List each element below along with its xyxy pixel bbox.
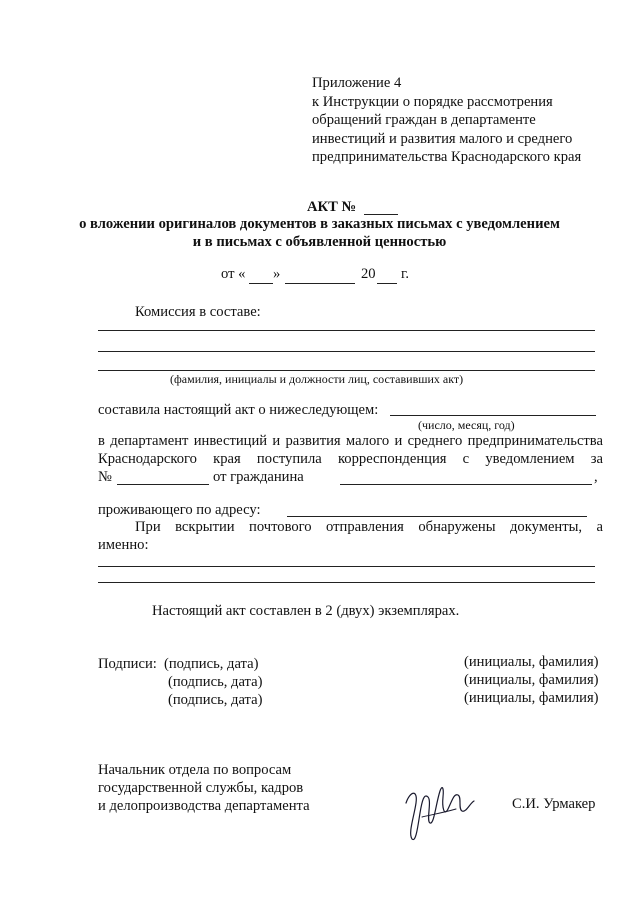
footer-position-3: и делопроизводства департамента [98,798,310,814]
signature-2: (подпись, дата) [168,674,263,690]
opening-line-2: именно: [98,537,149,553]
date-month-blank [285,283,355,284]
address-blank [287,516,587,517]
commission-line-2 [98,351,595,352]
residing-label: проживающего по адресу: [98,502,261,518]
date-year: 20 [361,266,376,282]
number-blank [117,484,209,485]
initials-3: (инициалы, фамилия) [464,690,599,706]
date-prefix: от « [221,266,246,282]
initials-1: (инициалы, фамилия) [464,654,599,670]
act-title: АКТ № [307,199,357,215]
signature-3: (подпись, дата) [168,692,263,708]
date-suffix: г. [401,266,409,282]
date-day-blank [249,283,273,284]
appendix-note [312,74,581,167]
compiled-text: составила настоящий акт о нижеследующем: [98,402,379,418]
citizen-blank [340,484,592,485]
signatures-label: Подписи: [98,656,157,672]
act-subtitle-1: о вложении оригиналов документов в заказных письмах с уведомлением [79,216,560,232]
date-year-blank [377,283,397,284]
footer-position-2: государственной службы, кадров [98,780,304,796]
from-citizen: от гражданина [213,469,304,485]
citizen-comma: , [594,469,598,485]
handwritten-signature [400,773,480,845]
date-mid: » [273,266,281,282]
commission-label: Комиссия в составе: [135,304,261,320]
act-subtitle-2: и в письмах с объявленной ценностью [192,234,447,250]
footer-name: С.И. Урмакер [512,796,596,812]
number-sign: № [98,469,112,485]
commission-line-3 [98,370,595,371]
compiled-date-blank [390,415,596,416]
appendix-line-4: инвестиций и развития малого и среднего [312,130,573,147]
commission-line-1 [98,330,595,331]
dept-line-2: Краснодарского края поступила корреспонденция с уведомлением за [98,451,603,467]
signature-1: (подпись, дата) [164,656,259,672]
appendix-line-5: предпринимательства Краснодарского края [312,149,582,165]
footer-position-1: Начальник отдела по вопросам [98,762,292,778]
dept-line-1: в департамент инвестиций и развития малого и среднего предпринимательства [98,433,603,449]
opening-line-1: При вскрытии почтового отправления обнаружены документы, а [135,519,603,535]
appendix-line-2: к Инструкции о порядке рассмотрения [312,93,553,110]
compiled-date-caption: (число, месяц, год) [418,418,515,432]
initials-2: (инициалы, фамилия) [464,672,599,688]
appendix-line-3: обращений граждан в департаменте [312,112,536,128]
appendix-line-1: Приложение 4 [312,75,402,91]
documents-line-1 [98,566,595,567]
commission-caption: (фамилия, инициалы и должности лиц, составивших акт) [170,372,464,386]
copies-statement: Настоящий акт составлен в 2 (двух) экземплярах. [152,603,460,619]
act-number-blank [364,214,398,215]
documents-line-2 [98,582,595,583]
